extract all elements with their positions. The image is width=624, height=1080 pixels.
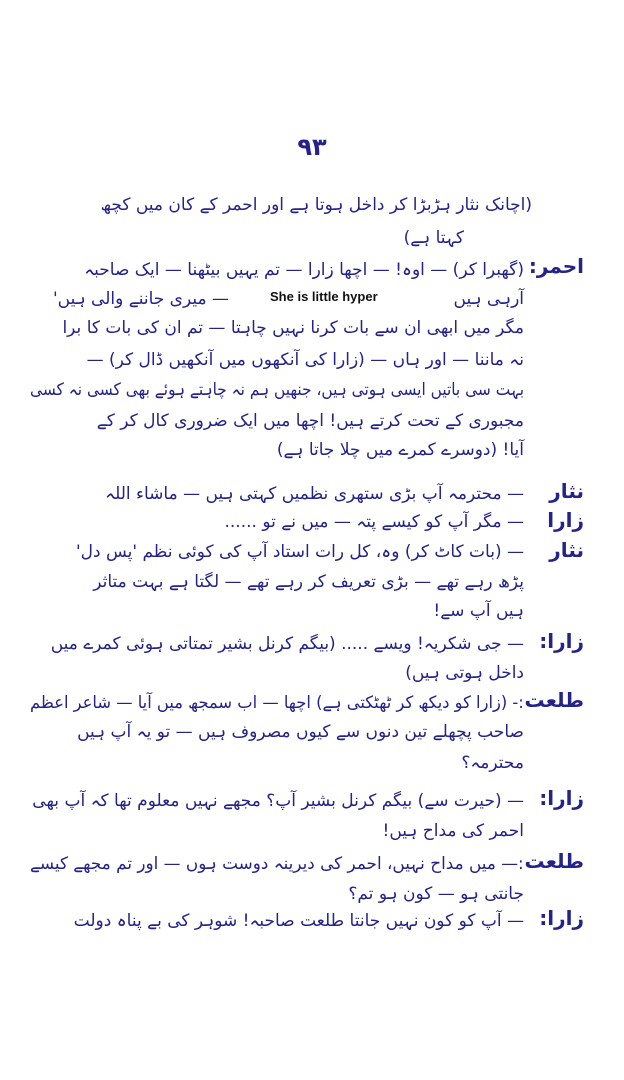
- page-number: ۹۳: [297, 133, 327, 161]
- dialogue-line: مجبوری کے تحت کرتے ہیں! اچھا میں ایک ضروری کال کر کے: [96, 411, 524, 431]
- dialogue-line: مگر میں ابھی ان سے بات کرنا نہیں چاہتا — تم ان کی بات کا برا: [62, 318, 524, 338]
- dialogue-line: — آپ کو کون نہیں جانتا طلعت صاحبہ! شوہر کی بے پناہ دولت: [73, 911, 524, 931]
- dialogue-line: آیا! (دوسرے کمرے میں چلا جاتا ہے): [276, 440, 524, 460]
- speaker-name: زارا:: [539, 629, 584, 653]
- stage-direction-line: (اچانک نثار ہڑبڑا کر داخل ہوتا ہے اور احمر کے کان میں کچھ: [100, 195, 532, 215]
- speaker-name: طلعت: [524, 849, 584, 873]
- speaker-name: زارا:: [539, 906, 584, 930]
- dialogue-line: احمر کی مداح ہیں!: [382, 821, 524, 841]
- dialogue-line: پڑھ رہے تھے — بڑی تعریف کر رہے تھے — لگتا ہے بہت متاثر: [93, 572, 524, 592]
- dialogue-line: — میری جاننے والی ہیں': [52, 289, 229, 309]
- dialogue-line: — (حیرت سے) بیگم کرنل بشیر آپ؟ مجھے نہیں معلوم تھا کہ آپ بھی: [32, 791, 524, 811]
- dialogue-line: — جی شکریہ! ویسے ..... (بیگم کرنل بشیر تمتاتی ہوئی کمرے میں: [50, 634, 524, 654]
- dialogue-line: داخل ہوتی ہیں): [405, 663, 524, 683]
- dialogue-line: جانتی ہو — کون ہو تم؟: [348, 884, 524, 904]
- speaker-name: نثار: [549, 479, 584, 503]
- dialogue-line: نہ ماننا — اور ہاں — (زارا کی آنکھوں میں آنکھیں ڈال کر) —: [86, 350, 524, 370]
- dialogue-line: — مگر آپ کو کیسے پتہ — میں نے تو ......: [224, 512, 524, 532]
- speaker-name: زارا:: [539, 786, 584, 810]
- dialogue-line: ہیں آپ سے!: [433, 601, 524, 621]
- dialogue-line: — محترمہ آپ بڑی ستھری نظمیں کہتی ہیں — ماشاء اللہ: [105, 484, 524, 504]
- speaker-name: طلعت: [524, 688, 584, 712]
- speaker-name: احمر:: [528, 254, 584, 278]
- speaker-name: زارا: [547, 508, 584, 532]
- dialogue-line: آرہی ہیں: [453, 289, 524, 309]
- dialogue-line: — (بات کاٹ کر) وہ، کل رات استاد آپ کی کوئی نظم 'پس دل': [75, 542, 524, 562]
- dialogue-line: (گھبرا کر) — اوہ! — اچھا زارا — تم یہیں بیٹھنا — ایک صاحبہ: [84, 260, 524, 280]
- dialogue-line: محترمہ؟: [461, 753, 524, 773]
- handwritten-annotation: She is little hyper: [270, 289, 378, 304]
- stage-direction-line: کہتا ہے): [403, 228, 464, 248]
- dialogue-line: :— میں مداح نہیں، احمر کی دیرینہ دوست ہوں — اور تم مجھے کیسے: [30, 854, 524, 874]
- speaker-name: نثار: [549, 538, 584, 562]
- dialogue-line: :- (زارا کو دیکھ کر ٹھٹکتی ہے) اچھا — اب سمجھ میں آیا — شاعر اعظم: [30, 693, 524, 713]
- dialogue-line: صاحب پچھلے تین دنوں سے کیوں مصروف ہیں — تو یہ آپ ہیں: [77, 722, 524, 742]
- dialogue-line: بہت سی باتیں ایسی ہوتی ہیں، جنھیں ہم نہ چاہتے ہوئے بھی کسی نہ کسی: [29, 380, 524, 400]
